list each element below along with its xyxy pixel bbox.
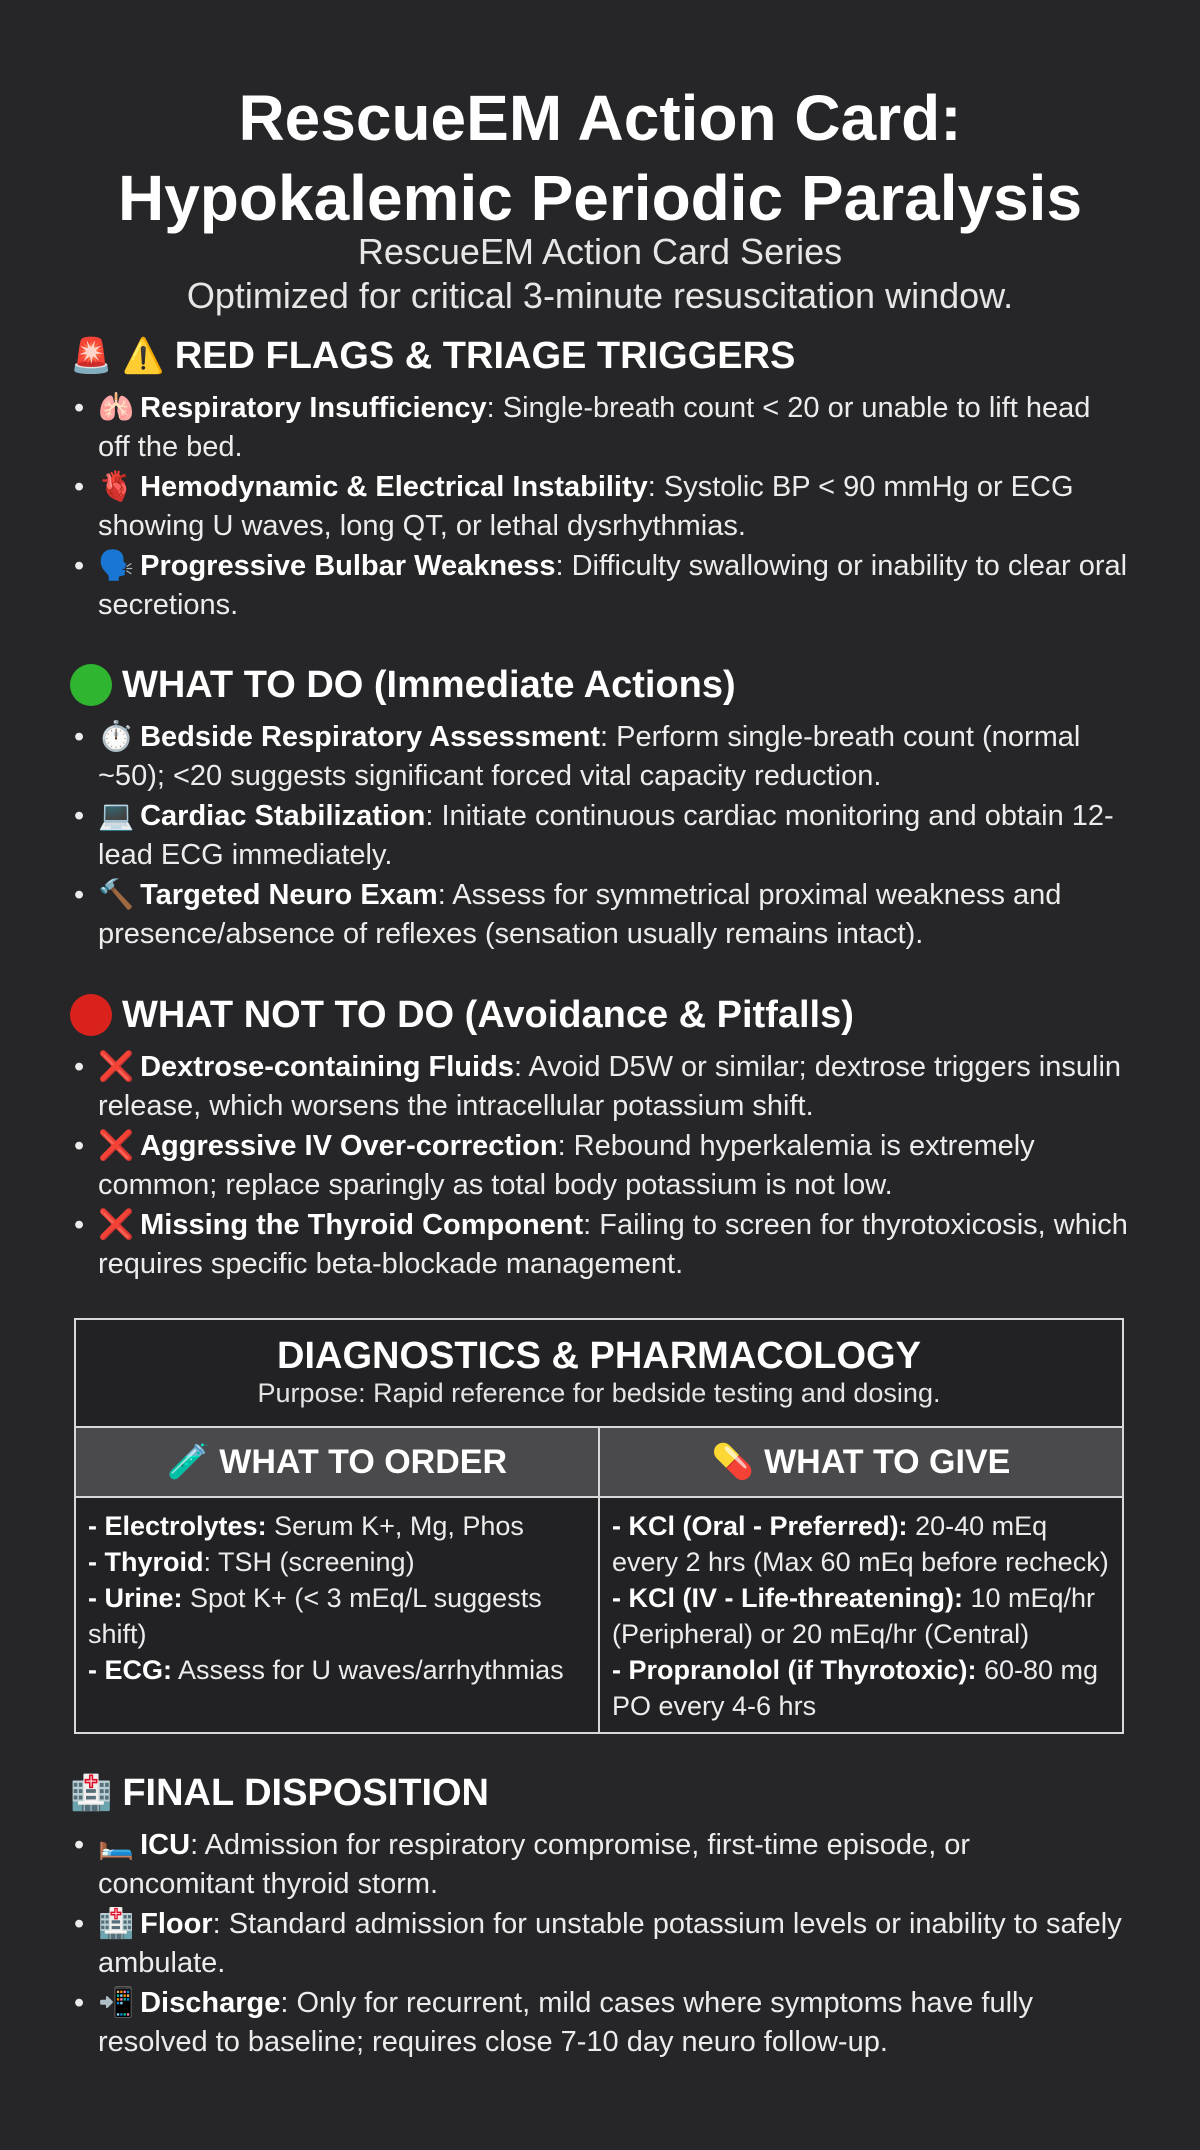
- reflex-hammer-icon: 🔨: [98, 879, 135, 911]
- red-flags-heading: [70, 331, 1130, 381]
- cross-mark-icon: ❌: [98, 1051, 135, 1083]
- pill-icon: 💊: [711, 1443, 755, 1481]
- give-item: [612, 1508, 1110, 1580]
- disposition-title: FINAL DISPOSITION: [122, 1772, 490, 1814]
- give-item: [612, 1580, 1110, 1652]
- cross-mark-icon: ❌: [98, 1130, 135, 1162]
- series-name: RescueEM Action Card Series: [357, 231, 843, 272]
- item-label: Missing the Thyroid Component: [140, 1209, 584, 1241]
- item-label: Targeted Neuro Exam: [140, 879, 438, 911]
- order-label: - Urine:: [88, 1583, 183, 1613]
- item-label: Discharge: [140, 1987, 281, 2019]
- order-item: [88, 1580, 586, 1652]
- list-item: • 🏥 Floor: Standard admission for unstable potassium levels or inability to safely ambulate.: [74, 1908, 1122, 1979]
- item-text: : Avoid D5W or similar; dextrose triggers insulin release, which worsens the intracellular potassium shift.: [98, 1051, 1122, 1122]
- item-text: : Only for recurrent, mild cases where symptoms have fully resolved to baseline; requires close 7-10 day neuro follow-up.: [98, 1987, 1033, 2058]
- mobile-phone-icon: 📲: [98, 1987, 135, 2019]
- warning-icon: ⚠️: [122, 337, 165, 375]
- column-label: WHAT TO GIVE: [764, 1442, 1011, 1481]
- give-text: 20-40 mEq every 2 hrs (Max 60 mEq before recheck): [612, 1511, 1109, 1577]
- tagline: Optimized for critical 3-minute resuscitation window.: [186, 275, 1014, 316]
- item-label: ICU: [140, 1829, 191, 1861]
- bed-icon: 🛏️: [98, 1829, 135, 1861]
- hospital-icon: 🏥: [70, 1774, 113, 1812]
- siren-icon: 🚨: [70, 337, 113, 375]
- order-text: Spot K+ (< 3 mEq/L suggests shift): [88, 1583, 542, 1649]
- disposition-heading: [70, 1768, 1130, 1818]
- lungs-icon: 🫁: [98, 392, 135, 424]
- what-to-do-section: [70, 660, 1130, 955]
- item-text: : Perform single-breath count (normal ~50); <20 suggests significant forced vital capacity reduction.: [98, 721, 1081, 792]
- heart-icon: 🫀: [98, 471, 135, 503]
- item-text: : Rebound hyperkalemia is extremely common; replace sparingly as total body potassium is not low.: [98, 1130, 1035, 1201]
- order-label: - Thyroid: [88, 1547, 204, 1577]
- give-label: - Propranolol (if Thyrotoxic):: [612, 1655, 977, 1685]
- item-label: Hemodynamic & Electrical Instability: [140, 471, 648, 503]
- list-item: • 🛏️ ICU: Admission for respiratory compromise, first-time episode, or concomitant thyroid storm.: [74, 1829, 971, 1900]
- item-text: : Systolic BP < 90 mmHg or ECG showing U waves, long QT, or lethal dysrhythmias.: [98, 471, 1074, 542]
- column-what-to-give: [598, 1428, 1122, 1496]
- subtitle-block: [0, 230, 1200, 318]
- item-text: : Standard admission for unstable potassium levels or inability to safely ambulate.: [98, 1908, 1122, 1979]
- list-item: • 🗣️ Progressive Bulbar Weakness: Difficulty swallowing or inability to clear oral secretions.: [74, 550, 1128, 621]
- table-column-headers: [76, 1428, 1122, 1498]
- list-item: • 🔨 Targeted Neuro Exam: Assess for symmetrical proximal weakness and presence/absence of reflexes (sensation usually remains intact).: [74, 879, 1062, 950]
- what-not-to-do-heading: [70, 990, 1130, 1040]
- list-item: • 📲 Discharge: Only for recurrent, mild cases where symptoms have fully resolved to baseline; requires close 7-10 day neuro follow-up.: [74, 1987, 1033, 2058]
- give-text: 60-80 mg PO every 4-6 hrs: [612, 1655, 1099, 1721]
- stop-sign-icon: [70, 994, 112, 1036]
- table-title: DIAGNOSTICS & PHARMACOLOGY: [277, 1335, 921, 1377]
- monitor-icon: 💻: [98, 800, 135, 832]
- give-label: - KCl (Oral - Preferred):: [612, 1511, 908, 1541]
- order-label: - Electrolytes:: [88, 1511, 267, 1541]
- item-text: : Assess for symmetrical proximal weakness and presence/absence of reflexes (sensation usually remains intact).: [98, 879, 1062, 950]
- test-tube-icon: 🧪: [166, 1443, 210, 1481]
- order-cell: [76, 1498, 598, 1732]
- cross-mark-icon: ❌: [98, 1209, 135, 1241]
- diagnostics-table: [74, 1318, 1124, 1734]
- give-text: 10 mEq/hr (Peripheral) or 20 mEq/hr (Central): [612, 1583, 1096, 1649]
- order-text: : TSH (screening): [203, 1547, 415, 1577]
- item-label: Respiratory Insufficiency: [140, 392, 487, 424]
- list-item: • 🫀 Hemodynamic & Electrical Instability: Systolic BP < 90 mmHg or ECG showing U waves, long QT, or lethal dysrhythmias.: [74, 471, 1074, 542]
- title-line-2: Hypokalemic Periodic Paralysis: [117, 162, 1083, 234]
- hospital-icon: 🏥: [98, 1908, 135, 1940]
- page-title: [0, 78, 1200, 238]
- order-text: Assess for U waves/arrhythmias: [172, 1655, 564, 1685]
- order-label: - ECG:: [88, 1655, 172, 1685]
- list-item: • 🫁 Respiratory Insufficiency: Single-breath count < 20 or unable to lift head off the bed.: [74, 392, 1091, 463]
- item-label: Floor: [140, 1908, 213, 1940]
- column-label: WHAT TO ORDER: [219, 1442, 508, 1481]
- table-purpose: Purpose: Rapid reference for bedside testing and dosing.: [257, 1378, 941, 1408]
- order-text: Serum K+, Mg, Phos: [266, 1511, 524, 1541]
- item-label: Aggressive IV Over-correction: [140, 1130, 558, 1162]
- speaking-head-icon: 🗣️: [98, 550, 135, 582]
- item-text: : Failing to screen for thyrotoxicosis, which requires specific beta-blockade management.: [98, 1209, 1128, 1280]
- what-to-do-title: WHAT TO DO (Immediate Actions): [122, 664, 736, 706]
- item-text: : Admission for respiratory compromise, first-time episode, or concomitant thyroid storm.: [98, 1829, 971, 1900]
- title-line-1: RescueEM Action Card:: [238, 82, 962, 154]
- list-item: • ❌ Dextrose-containing Fluids: Avoid D5W or similar; dextrose triggers insulin release, which worsens the intracellular potassium shift.: [74, 1051, 1122, 1122]
- disposition-section: [70, 1768, 1130, 2063]
- item-label: Dextrose-containing Fluids: [140, 1051, 514, 1083]
- what-to-do-heading: [70, 660, 1130, 710]
- item-label: Progressive Bulbar Weakness: [140, 550, 556, 582]
- what-not-to-do-section: [70, 990, 1130, 1285]
- list-item: • ❌ Missing the Thyroid Component: Failing to screen for thyrotoxicosis, which requires specific beta-blockade management.: [74, 1209, 1128, 1280]
- item-text: : Initiate continuous cardiac monitoring and obtain 12-lead ECG immediately.: [98, 800, 1114, 871]
- list-item: • ⏱️ Bedside Respiratory Assessment: Perform single-breath count (normal ~50); <20 suggests significant forced vital capacity reduction.: [74, 721, 1081, 792]
- green-circle-icon: [70, 664, 112, 706]
- give-item: [612, 1652, 1110, 1724]
- red-flags-title: RED FLAGS & TRIAGE TRIGGERS: [174, 335, 796, 377]
- item-text: : Difficulty swallowing or inability to clear oral secretions.: [98, 550, 1128, 621]
- table-header: [76, 1320, 1122, 1428]
- order-item: [88, 1652, 586, 1688]
- item-label: Bedside Respiratory Assessment: [140, 721, 601, 753]
- list-item: • 💻 Cardiac Stabilization: Initiate continuous cardiac monitoring and obtain 12-lead ECG immediately.: [74, 800, 1114, 871]
- item-label: Cardiac Stabilization: [140, 800, 426, 832]
- list-item: • ❌ Aggressive IV Over-correction: Rebound hyperkalemia is extremely common; replace sparingly as total body potassium is not low.: [74, 1130, 1035, 1201]
- table-body: [76, 1498, 1122, 1732]
- give-cell: [598, 1498, 1122, 1732]
- order-item: [88, 1508, 586, 1544]
- give-label: - KCl (IV - Life-threatening):: [612, 1583, 963, 1613]
- item-text: : Single-breath count < 20 or unable to lift head off the bed.: [98, 392, 1091, 463]
- column-what-to-order: [76, 1428, 598, 1496]
- order-item: [88, 1544, 586, 1580]
- stopwatch-icon: ⏱️: [98, 721, 135, 753]
- what-not-to-do-title: WHAT NOT TO DO (Avoidance & Pitfalls): [122, 994, 854, 1036]
- red-flags-section: [70, 331, 1130, 626]
